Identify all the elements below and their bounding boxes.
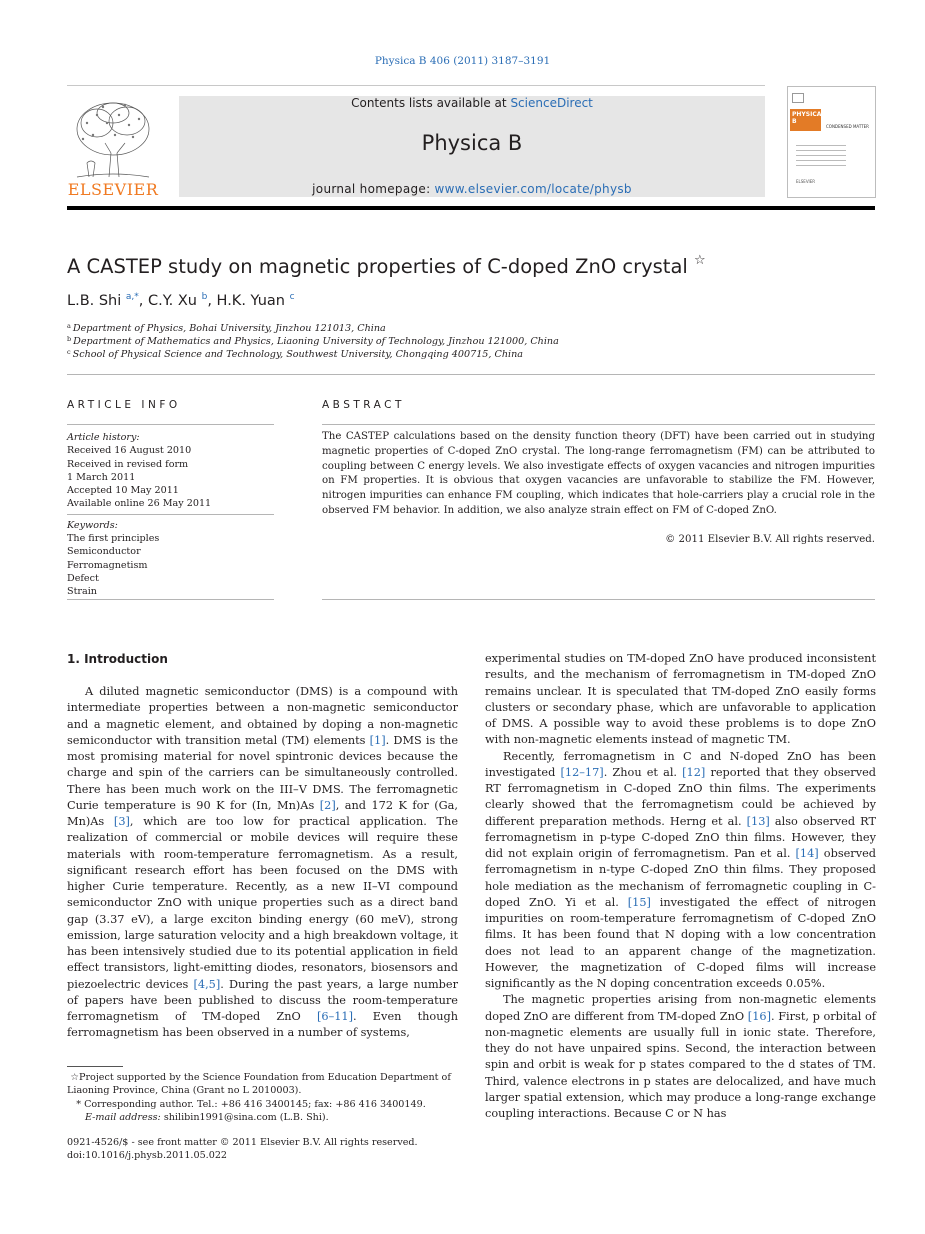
citation-link[interactable]: [14] bbox=[795, 847, 819, 860]
body-text: A diluted magnetic semiconductor (DMS) is a compound with intermediate properties between a non-magnetic semiconductor and a magnetic element, and obtained by doping a non-magnetic semiconductor with transition metal (TM) elements bbox=[67, 685, 458, 747]
affiliation-text: Department of Mathematics and Physics, Liaoning University of Technology, Jinzhou 121000, China bbox=[73, 336, 559, 347]
journal-name: Physica B bbox=[421, 131, 523, 155]
history-label: Article history: bbox=[67, 432, 140, 443]
journal-homepage bbox=[179, 182, 765, 196]
citation-link[interactable]: [13] bbox=[746, 814, 770, 828]
author-separator: , bbox=[207, 293, 217, 309]
citation-link[interactable]: [6–11] bbox=[317, 1010, 354, 1023]
citation-link[interactable]: [12] bbox=[682, 765, 706, 779]
cover-publisher: ELSEVIER bbox=[796, 179, 816, 184]
abstract-heading: ABSTRACT bbox=[322, 399, 405, 411]
keyword: Ferromagnetism bbox=[67, 559, 148, 571]
article-info bbox=[67, 431, 274, 599]
article-info-bottom-rule bbox=[67, 599, 274, 600]
abstract-text: The CASTEP calculations based on the density function theory (DFT) have been carried out in studying magnetic properties of C-doped ZnO crystal. The long-range ferromagnetism (FM) can be attributed to coupling between C energy levels. We also investigate effects of oxygen vacancies and nitrogen impurities on FM properties. It is obvious that oxygen vacancies are unfavorable to stabilize the FM. However, nitrogen impurities can enhance FM coupling, which indicates that hole-carriers play a crucial role in the observed FM behavior. In addition, we also analyze strain effect on FM of C-doped ZnO. bbox=[322, 431, 875, 516]
author-affil-mark[interactable]: b bbox=[201, 292, 208, 302]
body-text: The magnetic properties arising from non-magnetic elements doped ZnO are different from TM-doped ZnO bbox=[485, 993, 876, 1023]
article-title-text: A CASTEP study on magnetic properties of C-doped ZnO crystal bbox=[67, 255, 688, 278]
journal-cover-thumbnail bbox=[787, 86, 876, 198]
citation-link[interactable]: [1] bbox=[369, 733, 386, 747]
footnote-mark: * bbox=[76, 1099, 81, 1110]
affiliation bbox=[67, 322, 386, 334]
body-text: experimental studies on TM-doped ZnO have produced inconsistent results, and the mechanism of ferromagnetism in TM-doped ZnO remains unclear. It is speculated that TM-doped ZnO easily forms clusters or secondary phase, which are unfavorable to application of DMS. A possible way to avoid these problems is to dope ZnO with non-magnetic elements instead of magnetic TM. bbox=[485, 652, 876, 747]
body-text: , and 172 K for (Ga, Mn)As bbox=[67, 798, 458, 828]
citation-link[interactable]: [2] bbox=[319, 798, 336, 812]
keywords-label: Keywords: bbox=[67, 519, 118, 531]
affiliation-mark: a bbox=[67, 322, 71, 330]
title-footnote-mark[interactable]: ☆ bbox=[694, 253, 706, 268]
cover-logo-icon bbox=[792, 93, 804, 103]
intro-paragraph bbox=[485, 992, 876, 1122]
author-separator: , bbox=[138, 293, 148, 309]
body-text: observed ferromagnetism in n-type C-doped ZnO thin films. They proposed hole mediation as the mechanism of ferromagnetic coupling in C-doped ZnO. Yi et al. bbox=[485, 847, 876, 909]
header-rule bbox=[67, 85, 765, 86]
section-rule bbox=[67, 374, 875, 375]
sciencedirect-link[interactable]: ScienceDirect bbox=[510, 96, 593, 110]
affiliation bbox=[67, 348, 523, 360]
footnote-mark: ☆ bbox=[70, 1072, 79, 1083]
citation-link[interactable]: [12–17] bbox=[560, 765, 604, 779]
affiliation-text: School of Physical Science and Technology, Southwest University, Chongqing 400715, China bbox=[72, 349, 523, 360]
abstract-rule bbox=[322, 424, 875, 425]
cover-text-lines bbox=[796, 145, 846, 170]
contents-prefix: Contents lists available at bbox=[351, 96, 511, 110]
intro-heading: 1. Introduction bbox=[67, 652, 168, 666]
body-text: , which are too low for practical application. The realization of commercial or mobile devices will require these materials with room-temperature ferromagnetism. As a result, significant research effort has been focused on the DMS with higher Curie temperature. Recently, as a new II–VI compound semiconductor ZnO with unique properties such as a direct band gap (3.37 eV), a large exciton binding energy (60 meV), strong emission, large saturation velocity and a high breakdown voltage, it has been intensively studied due to its potential application in field effect transistors, light-emitting diodes, resonators, biosensors and piezoelectric devices bbox=[67, 815, 459, 991]
intro-left-column bbox=[67, 684, 458, 1042]
author-affil-mark[interactable]: c bbox=[289, 292, 295, 302]
abstract-copyright: © 2011 Elsevier B.V. All rights reserved. bbox=[665, 534, 875, 545]
affiliation-mark: c bbox=[67, 348, 71, 356]
journal-citation[interactable]: Physica B 406 (2011) 3187–3191 bbox=[374, 55, 551, 67]
intro-paragraph bbox=[67, 684, 458, 1042]
body-text: . First, p orbital of non-magnetic elements are usually full in ionic state. Therefore, they do not have unpaired spins. Second, the interaction between spin and orbit is weak for p states compared to the d states of TM. Third, valence electrons in p states are delocalized, and have much larger spatial extension, which may produce a long-range exchange coupling interactions. Because C or N has bbox=[485, 1009, 876, 1120]
intro-paragraph bbox=[485, 749, 876, 993]
footnote-project bbox=[67, 1071, 458, 1098]
elsevier-wordmark: ELSEVIER bbox=[67, 180, 159, 199]
history-item: Received in revised form bbox=[67, 458, 189, 470]
article-title bbox=[67, 253, 706, 278]
footnote-text: Project supported by the Science Foundation from Education Department of Liaoning Province, China (Grant no L 2010003). bbox=[67, 1072, 451, 1097]
body-text: investigated the effect of nitrogen impurities on room-temperature ferromagnetism of C-doped ZnO films. It has been found that N doping with a low concentration does not lead to an apparent change of the magnetization. However, the magnetization of C-doped films will increase significantly as the N doping concentration exceeds 0.05%. bbox=[485, 895, 876, 990]
footnote-email bbox=[85, 1111, 476, 1124]
keyword: Defect bbox=[67, 572, 99, 584]
cover-subtitle: CONDENSED MATTER bbox=[826, 124, 869, 129]
citation-link[interactable]: [3] bbox=[113, 815, 130, 828]
intro-paragraph bbox=[485, 651, 876, 749]
author-name: H.K. Yuan bbox=[216, 293, 285, 309]
article-info-heading: ARTICLE INFO bbox=[67, 399, 181, 411]
doi-line[interactable]: doi:10.1016/j.physb.2011.05.022 bbox=[67, 1150, 228, 1161]
history-item: Accepted 10 May 2011 bbox=[67, 485, 179, 497]
citation-link[interactable]: [16] bbox=[747, 1009, 771, 1023]
intro-right-column bbox=[485, 651, 876, 1122]
homepage-link[interactable]: www.elsevier.com/locate/physb bbox=[434, 182, 632, 196]
footnote-text: Corresponding author. Tel.: +86 416 3400145; fax: +86 416 3400149. bbox=[84, 1099, 426, 1110]
affiliation-mark: b bbox=[67, 335, 72, 343]
footnote-rule bbox=[67, 1066, 123, 1067]
author-name: L.B. Shi bbox=[67, 293, 122, 309]
history-item: Available online 26 May 2011 bbox=[67, 498, 212, 510]
author-name: C.Y. Xu bbox=[148, 293, 197, 309]
cover-band: PHYSICA B bbox=[790, 109, 821, 131]
email-address[interactable]: shilibin1991@sina.com (L.B. Shi). bbox=[160, 1112, 329, 1123]
keyword: The first principles bbox=[67, 533, 160, 545]
footnote-corresponding bbox=[67, 1098, 458, 1111]
citation-link[interactable]: [4,5] bbox=[193, 977, 221, 991]
body-text: Recently, ferromagnetism in C and N-doped ZnO has been investigated bbox=[485, 749, 876, 779]
keyword: Semiconductor bbox=[67, 546, 141, 558]
body-text: reported that they observed RT ferromagnetism in C-doped ZnO thin films. The experiments clearly showed that the ferromagnetism could be achieved by different preparation methods. Herng et al. bbox=[485, 765, 877, 828]
keyword: Strain bbox=[67, 586, 97, 598]
abstract-bottom-rule bbox=[322, 599, 875, 600]
body-text: . DMS is the most promising material for novel spintronic devices because the charge and spin of the carriers can be simultaneously controlled. There has been much work on the III–V DMS. The ferromagnetic Curie temperature is 90 K for (In, Mn)As bbox=[67, 733, 459, 812]
body-text: also observed RT ferromagnetism in p-type C-doped ZnO thin films. However, they did not explain origin of ferromagnetism. Pan et al. bbox=[485, 814, 876, 860]
history-item: Received 16 August 2010 bbox=[67, 445, 192, 457]
body-text: . During the past years, a large number of papers have been published to discuss the room-temperature ferromagnetism of TM-doped ZnO bbox=[67, 977, 458, 1023]
keywords-rule bbox=[67, 514, 274, 515]
contents-line bbox=[179, 96, 765, 110]
affiliation-text: Department of Physics, Bohai University, Jinzhou 121013, China bbox=[72, 323, 386, 334]
history-item: 1 March 2011 bbox=[67, 471, 136, 483]
email-label: E-mail address: bbox=[85, 1112, 161, 1123]
body-text: . Even though ferromagnetism has been observed in a number of systems, bbox=[67, 1010, 458, 1040]
homepage-prefix: journal homepage: bbox=[312, 182, 435, 196]
issn-line: 0921-4526/$ - see front matter © 2011 Elsevier B.V. All rights reserved. bbox=[67, 1137, 418, 1148]
author-list bbox=[67, 292, 295, 309]
header-thick-rule bbox=[67, 206, 875, 210]
affiliation bbox=[67, 335, 559, 347]
author-affil-mark[interactable]: a,* bbox=[125, 292, 139, 302]
body-text: . Zhou et al. bbox=[603, 765, 683, 779]
article-info-rule bbox=[67, 424, 274, 425]
citation-link[interactable]: [15] bbox=[627, 895, 651, 909]
